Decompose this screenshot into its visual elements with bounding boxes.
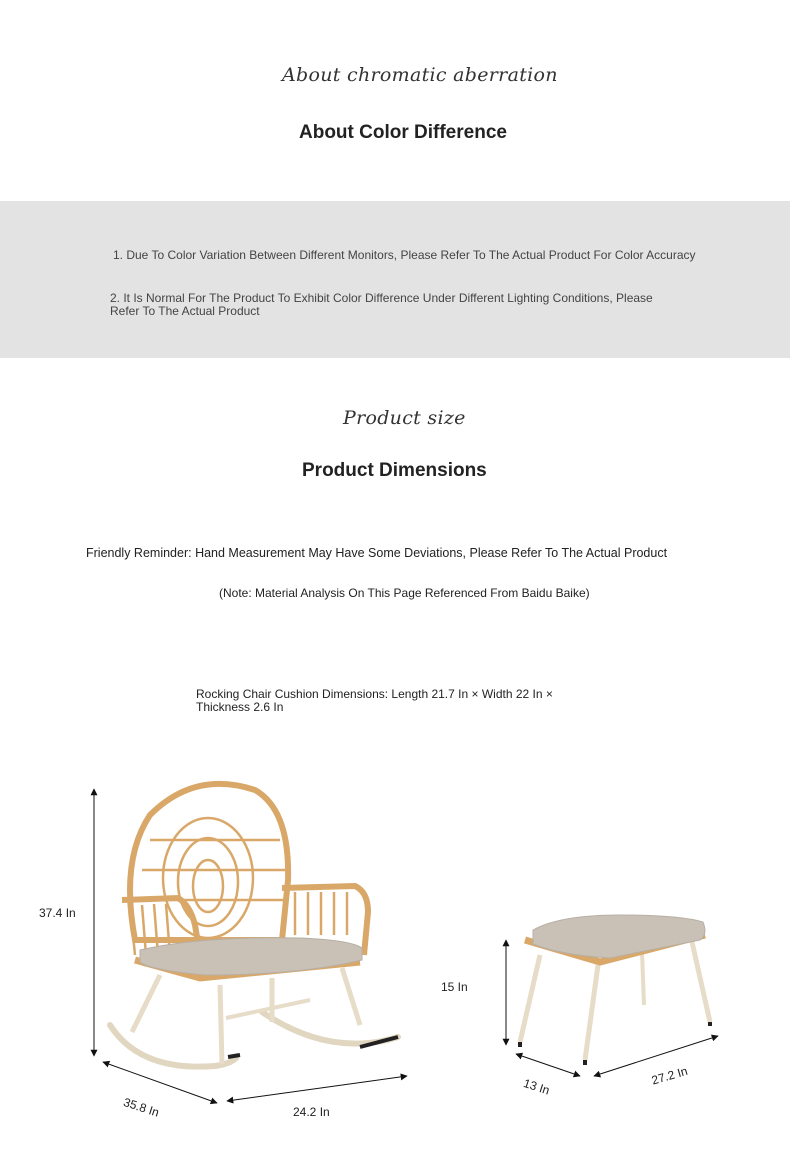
ottoman-depth-label: 13 In	[521, 1076, 552, 1098]
color-note-1: 1. Due To Color Variation Between Different Monitors, Please Refer To The Actual Product For Color Accuracy	[113, 248, 696, 262]
rocking-chair-image	[110, 784, 398, 1067]
script-heading-chromatic: About chromatic aberration	[282, 64, 558, 86]
chair-width-arrow	[227, 1076, 407, 1101]
friendly-reminder: Friendly Reminder: Hand Measurement May Have Some Deviations, Please Refer To The Actual Product	[86, 546, 668, 560]
cushion-dimensions: Rocking Chair Cushion Dimensions: Length 21.7 In × Width 22 In × Thickness 2.6 In	[196, 687, 553, 714]
chair-depth-label: 35.8 In	[121, 1095, 161, 1120]
source-note: (Note: Material Analysis On This Page Referenced From Baidu Baike)	[219, 586, 590, 600]
chair-width-label: 24.2 In	[293, 1105, 330, 1119]
ottoman-width-arrow	[594, 1036, 718, 1076]
ottoman-height-label: 15 In	[441, 980, 468, 994]
ottoman-width-label: 27.2 In	[650, 1063, 690, 1088]
ottoman-image	[520, 915, 710, 1065]
color-note-2: 2. It Is Normal For The Product To Exhibit Color Difference Under Different Lighting Conditions, Please Refer To The Actual Product	[110, 291, 653, 318]
script-heading-product-size: Product size	[343, 407, 466, 429]
chair-height-label: 37.4 In	[39, 906, 76, 920]
product-dimensions-title: Product Dimensions	[302, 460, 487, 481]
color-difference-title: About Color Difference	[299, 122, 507, 143]
ottoman-depth-arrow	[516, 1054, 580, 1076]
